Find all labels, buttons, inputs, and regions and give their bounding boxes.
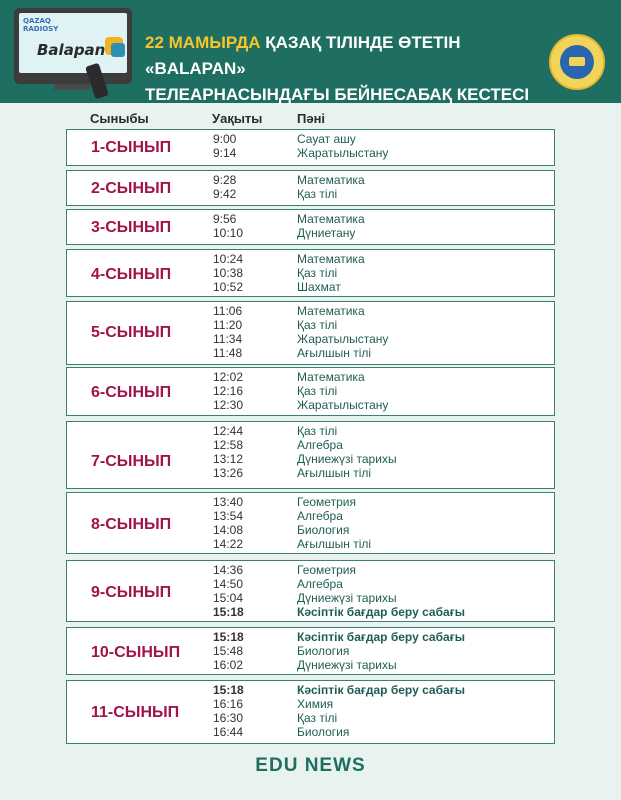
- schedule-row: [66, 492, 555, 554]
- subject-name: Дүниежүзі тарихы: [297, 591, 397, 605]
- subject-name: Жаратылыстану: [297, 332, 389, 346]
- time-value: 10:10: [213, 226, 244, 240]
- schedule-row: [66, 560, 555, 622]
- grade-label: 6-СЫНЫП: [91, 384, 172, 401]
- subject-name: Математика: [297, 304, 365, 318]
- subject-list: [297, 563, 465, 619]
- schedule-row: [66, 421, 555, 489]
- schedule-row: [66, 680, 555, 744]
- subject-name: Қаз тілі: [297, 711, 338, 725]
- grade-label: 11-СЫНЫП: [91, 704, 180, 721]
- subject-name: Математика: [297, 370, 365, 384]
- title-line1: ҚАЗАҚ ТІЛІНДЕ ӨТЕТІН «BALAPAN»: [145, 33, 461, 78]
- time-value: 16:44: [213, 725, 244, 739]
- emblem-inner: [560, 45, 594, 79]
- subject-name: Ағылшын тілі: [297, 537, 372, 551]
- time-value: 10:38: [213, 266, 244, 280]
- time-value: 14:08: [213, 523, 244, 537]
- time-value: 12:30: [213, 398, 244, 412]
- time-list: [213, 630, 244, 672]
- column-header-time: Уақыты: [212, 111, 263, 126]
- subject-name: Қаз тілі: [297, 187, 338, 201]
- subject-name: Химия: [297, 697, 334, 711]
- subject-name: Қаз тілі: [297, 384, 338, 398]
- grade-label: 5-СЫНЫП: [91, 324, 172, 341]
- subject-name: Қаз тілі: [297, 424, 338, 438]
- subject-list: [297, 370, 388, 412]
- subject-name: Алгебра: [297, 509, 343, 523]
- subject-name: Математика: [297, 252, 365, 266]
- schedule-row: [66, 627, 555, 675]
- schedule-row: [66, 301, 555, 365]
- book-icon: [569, 57, 585, 66]
- time-value: 15:48: [213, 644, 244, 658]
- column-header-subject: Пәні: [297, 111, 326, 126]
- subject-list: [297, 212, 365, 240]
- time-value: 15:18: [213, 630, 244, 644]
- tv-stand: [54, 84, 90, 90]
- time-value: 10:24: [213, 252, 244, 266]
- subject-name: Сауат ашу: [297, 132, 356, 146]
- footer-brand: EDU NEWS: [255, 755, 366, 776]
- time-list: [213, 683, 244, 739]
- time-value: 14:36: [213, 563, 244, 577]
- time-value: 12:58: [213, 438, 244, 452]
- time-value: 16:16: [213, 697, 244, 711]
- time-list: [213, 424, 243, 480]
- subject-name: Биология: [297, 523, 350, 537]
- time-value: 12:02: [213, 370, 244, 384]
- time-value: 14:50: [213, 577, 244, 591]
- time-value: 10:52: [213, 280, 244, 294]
- subject-name: Ағылшын тілі: [297, 346, 372, 360]
- balapan-logo-icon-secondary: [111, 43, 125, 57]
- subject-name: Кәсіптік бағдар беру сабағы: [297, 630, 465, 644]
- time-value: 16:02: [213, 658, 244, 672]
- time-value: 11:20: [213, 318, 243, 332]
- subject-name: Жаратылыстану: [297, 398, 389, 412]
- title-date: 22 МАМЫРДА: [145, 33, 261, 52]
- time-value: 9:42: [213, 187, 237, 201]
- subject-list: [297, 132, 388, 160]
- grade-label: 4-СЫНЫП: [91, 266, 172, 283]
- grade-label: 7-СЫНЫП: [91, 453, 172, 470]
- time-value: 14:22: [213, 537, 244, 551]
- time-value: 9:14: [213, 146, 237, 160]
- header-banner: [0, 0, 621, 103]
- time-list: [213, 252, 243, 294]
- subject-name: Ағылшын тілі: [297, 466, 372, 480]
- schedule-row: [66, 170, 555, 206]
- time-value: 13:40: [213, 495, 244, 509]
- time-value: 15:04: [213, 591, 244, 605]
- grade-label: 9-СЫНЫП: [91, 584, 172, 601]
- schedule-row: [66, 209, 555, 245]
- subject-name: Шахмат: [297, 280, 341, 294]
- tv-monitor-illustration: [14, 8, 132, 84]
- balapan-logo-text: Balapan: [37, 41, 106, 59]
- subject-name: Кәсіптік бағдар беру сабағы: [297, 683, 465, 697]
- schedule-row: [66, 129, 555, 166]
- subject-name: Дүниетану: [297, 226, 356, 240]
- time-list: [213, 563, 244, 619]
- grade-label: 3-СЫНЫП: [91, 219, 172, 236]
- subject-list: [297, 173, 365, 201]
- time-value: 9:00: [213, 132, 237, 146]
- time-list: [213, 370, 243, 412]
- subject-list: [297, 495, 371, 551]
- subject-name: Математика: [297, 173, 365, 187]
- subject-name: Алгебра: [297, 577, 343, 591]
- qazaq-radiosy-logo: QAZAQ RADIOSY: [23, 17, 59, 33]
- grade-label: 1-СЫНЫП: [91, 139, 172, 156]
- subject-name: Геометрия: [297, 495, 356, 509]
- time-value: 13:26: [213, 466, 244, 480]
- subject-name: Қаз тілі: [297, 266, 338, 280]
- schedule-row: [66, 249, 555, 297]
- tv-screen: [19, 13, 127, 73]
- time-value: 15:18: [213, 605, 244, 619]
- grade-label: 8-СЫНЫП: [91, 516, 172, 533]
- subject-name: Биология: [297, 644, 350, 658]
- time-value: 9:56: [213, 212, 237, 226]
- time-value: 11:48: [213, 346, 243, 360]
- time-value: 16:30: [213, 711, 244, 725]
- column-header-grade: Сыныбы: [90, 111, 149, 126]
- title-line2: ТЕЛЕАРНАСЫНДАҒЫ БЕЙНЕСАБАҚ КЕСТЕСІ: [145, 85, 530, 104]
- time-value: 11:06: [213, 304, 243, 318]
- subject-list: [297, 683, 465, 739]
- time-value: 12:44: [213, 424, 244, 438]
- time-value: 13:12: [213, 452, 244, 466]
- subject-name: Биология: [297, 725, 350, 739]
- time-list: [213, 304, 242, 360]
- time-value: 15:18: [213, 683, 244, 697]
- time-value: 13:54: [213, 509, 244, 523]
- subject-name: Кәсіптік бағдар беру сабағы: [297, 605, 465, 619]
- subject-name: Қаз тілі: [297, 318, 338, 332]
- subject-list: [297, 630, 465, 672]
- subject-name: Геометрия: [297, 563, 356, 577]
- time-list: [213, 173, 236, 201]
- subject-name: Математика: [297, 212, 365, 226]
- subject-name: Дүниежүзі тарихы: [297, 658, 397, 672]
- time-value: 12:16: [213, 384, 244, 398]
- grade-label: 10-СЫНЫП: [91, 644, 181, 661]
- ministry-emblem-icon: [549, 34, 605, 90]
- time-value: 11:34: [213, 332, 243, 346]
- time-list: [213, 212, 243, 240]
- subject-name: Дүниежүзі тарихы: [297, 452, 397, 466]
- subject-list: [297, 252, 365, 294]
- time-value: 9:28: [213, 173, 237, 187]
- subject-list: [297, 424, 397, 480]
- grade-label: 2-СЫНЫП: [91, 180, 172, 197]
- schedule-row: [66, 367, 555, 416]
- subject-name: Алгебра: [297, 438, 343, 452]
- subject-list: [297, 304, 388, 360]
- time-list: [213, 132, 236, 160]
- subject-name: Жаратылыстану: [297, 146, 389, 160]
- time-list: [213, 495, 243, 551]
- page-title: [145, 30, 555, 108]
